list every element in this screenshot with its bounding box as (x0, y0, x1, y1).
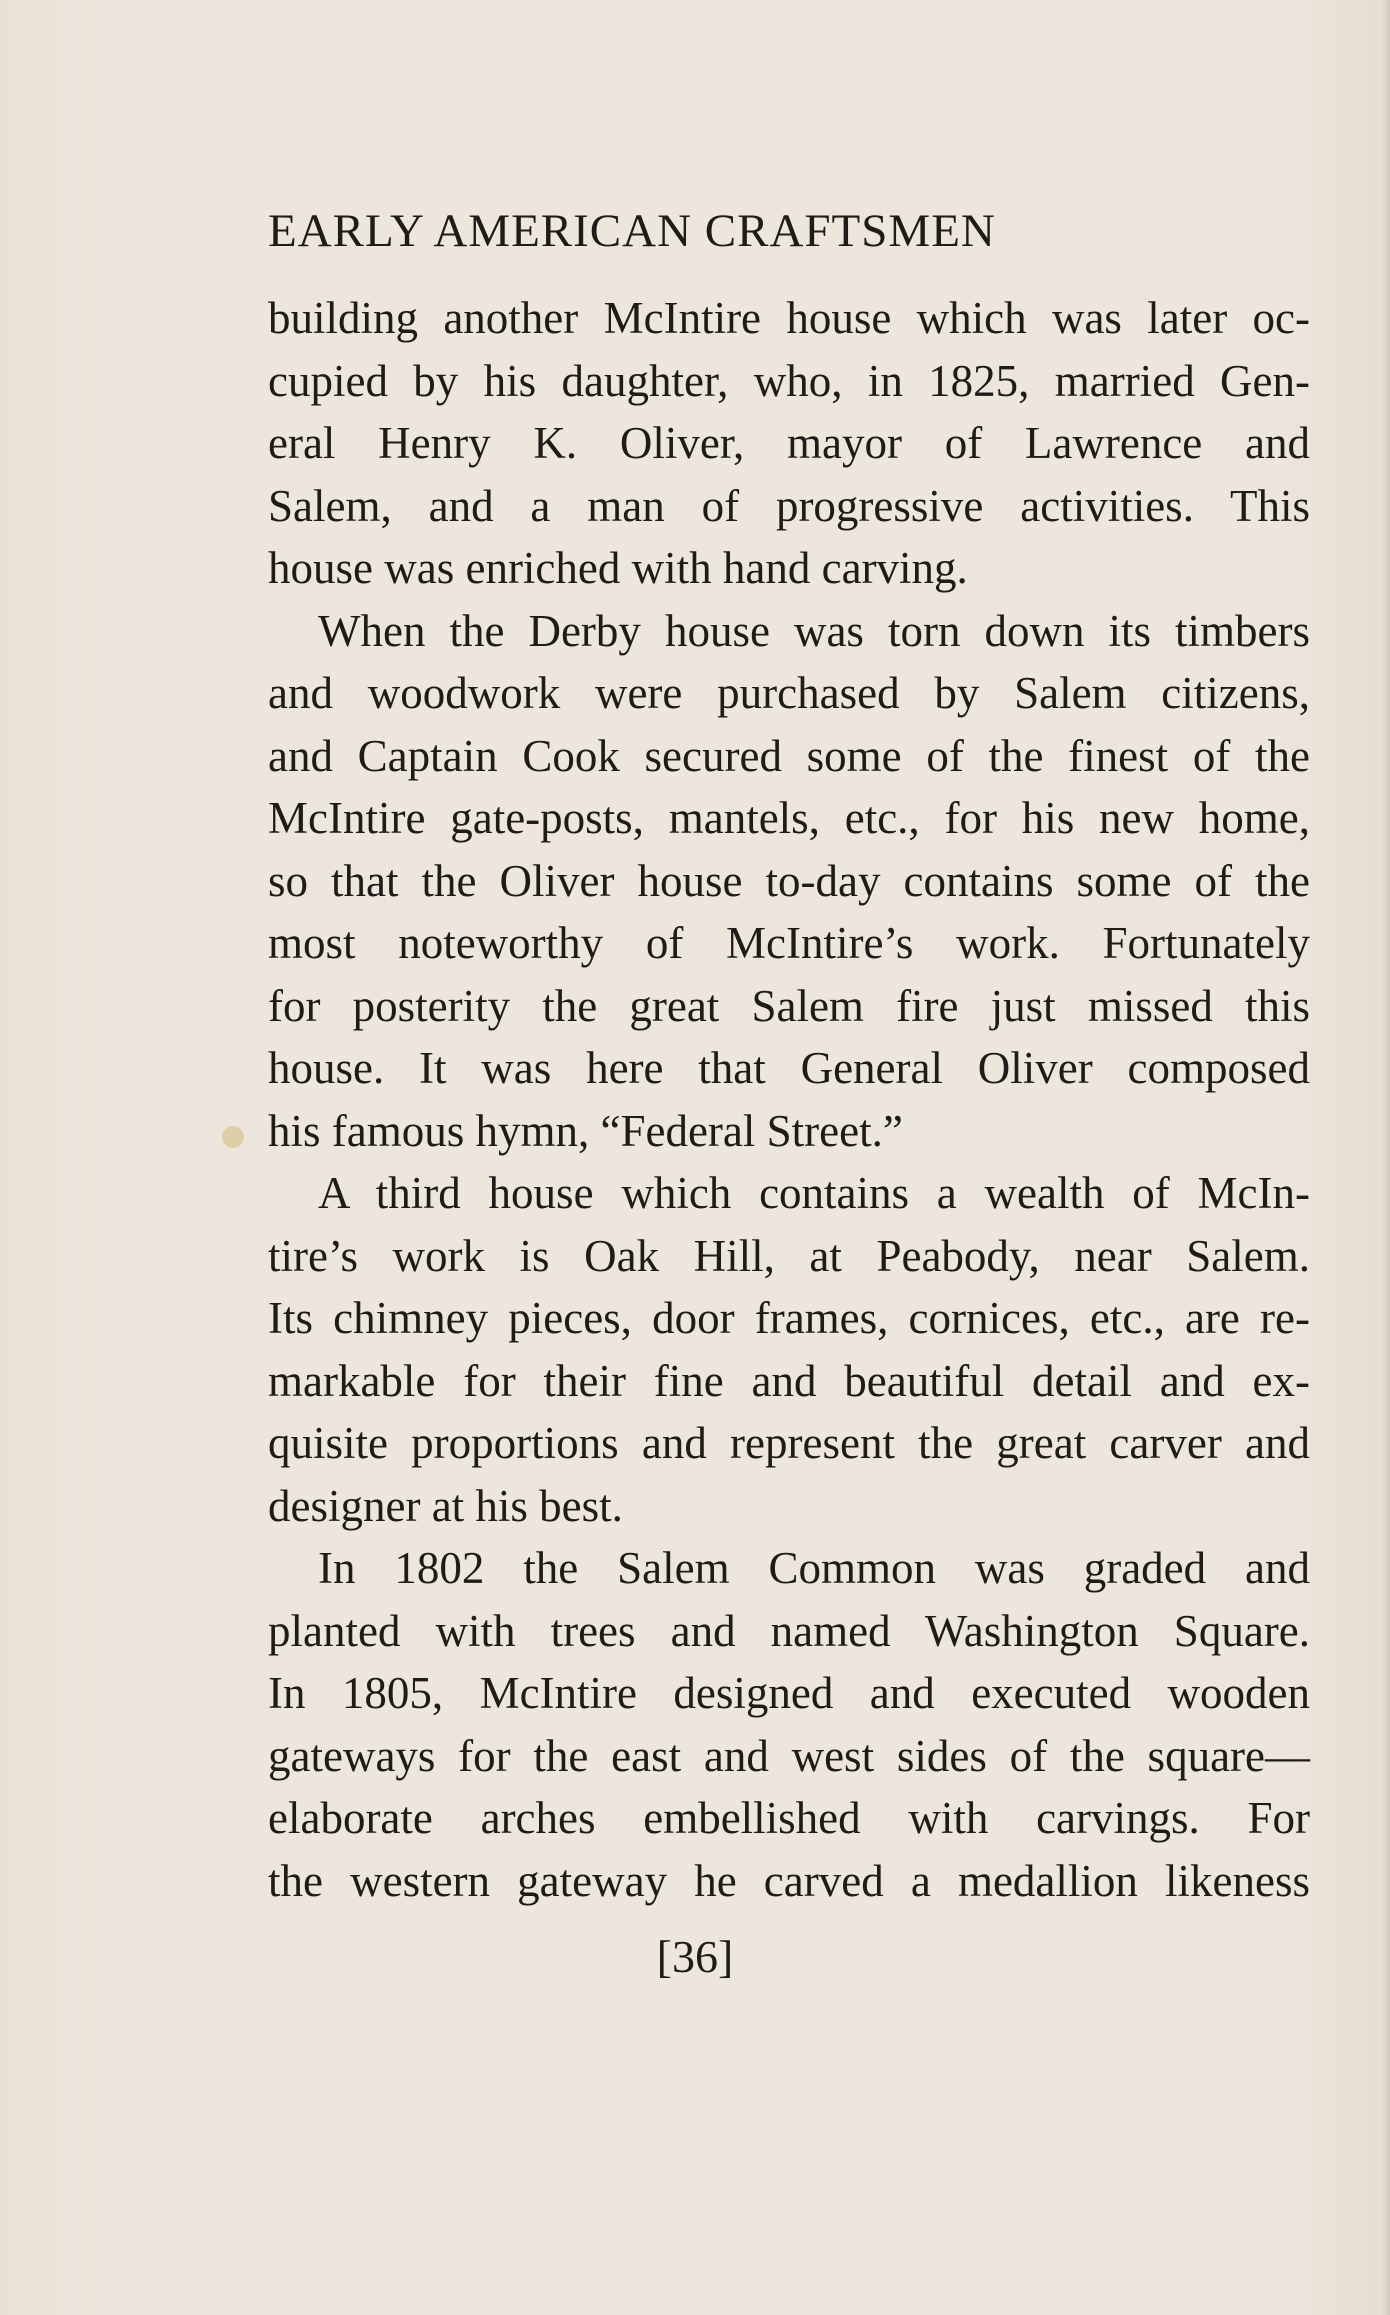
body-text (268, 287, 1310, 1912)
text-line: Salem, and a man of progressive activities. This (268, 480, 1310, 531)
text-line: the western gateway he carved a medallion likeness (268, 1855, 1310, 1906)
text-line: elaborate arches embellished with carvings. For (268, 1793, 1310, 1843)
text-line: tire’s work is Oak Hill, at Peabody, near Salem. (268, 1230, 1310, 1281)
text-line: and Captain Cook secured some of the finest of the (268, 730, 1310, 781)
text-line: house. It was here that General Oliver composed (268, 1043, 1310, 1093)
text-line: and woodwork were purchased by Salem citizens, (268, 668, 1310, 718)
text-line: eral Henry K. Oliver, mayor of Lawrence and (268, 418, 1310, 468)
text-line: so that the Oliver house to-day contains some of the (268, 855, 1310, 906)
text-line: Its chimney pieces, door frames, cornices, etc., are re- (268, 1293, 1310, 1343)
text-line: quisite proportions and represent the great carver and (268, 1418, 1310, 1468)
paragraph-first-line: In 1802 the Salem Common was graded and (318, 1543, 1310, 1593)
text-line: building another McIntire house which was later oc- (268, 293, 1310, 343)
text-line: planted with trees and named Washington Square. (268, 1605, 1310, 1656)
text-line: McIntire gate-posts, mantels, etc., for his new home, (268, 793, 1310, 843)
text-line: his famous hymn, “Federal Street.” (268, 1105, 903, 1156)
text-line: house was enriched with hand carving. (268, 543, 968, 593)
text-line: markable for their fine and beautiful detail and ex- (268, 1355, 1310, 1406)
text-line: cupied by his daughter, who, in 1825, married Gen- (268, 355, 1310, 406)
text-line: designer at his best. (268, 1480, 623, 1531)
paper-stain (222, 1126, 244, 1148)
page-number: [36] (656, 1931, 734, 1982)
paragraph-first-line: When the Derby house was torn down its timbers (318, 605, 1310, 656)
text-line: In 1805, McIntire designed and executed wooden (268, 1668, 1310, 1718)
text-line: for posterity the great Salem fire just missed this (268, 980, 1310, 1031)
running-head: EARLY AMERICAN CRAFTSMEN (268, 205, 996, 257)
paragraph-first-line: A third house which contains a wealth of McIn- (318, 1168, 1310, 1218)
text-line: gateways for the east and west sides of the square— (268, 1730, 1310, 1781)
text-line: most noteworthy of McIntire’s work. Fortunately (268, 918, 1310, 968)
